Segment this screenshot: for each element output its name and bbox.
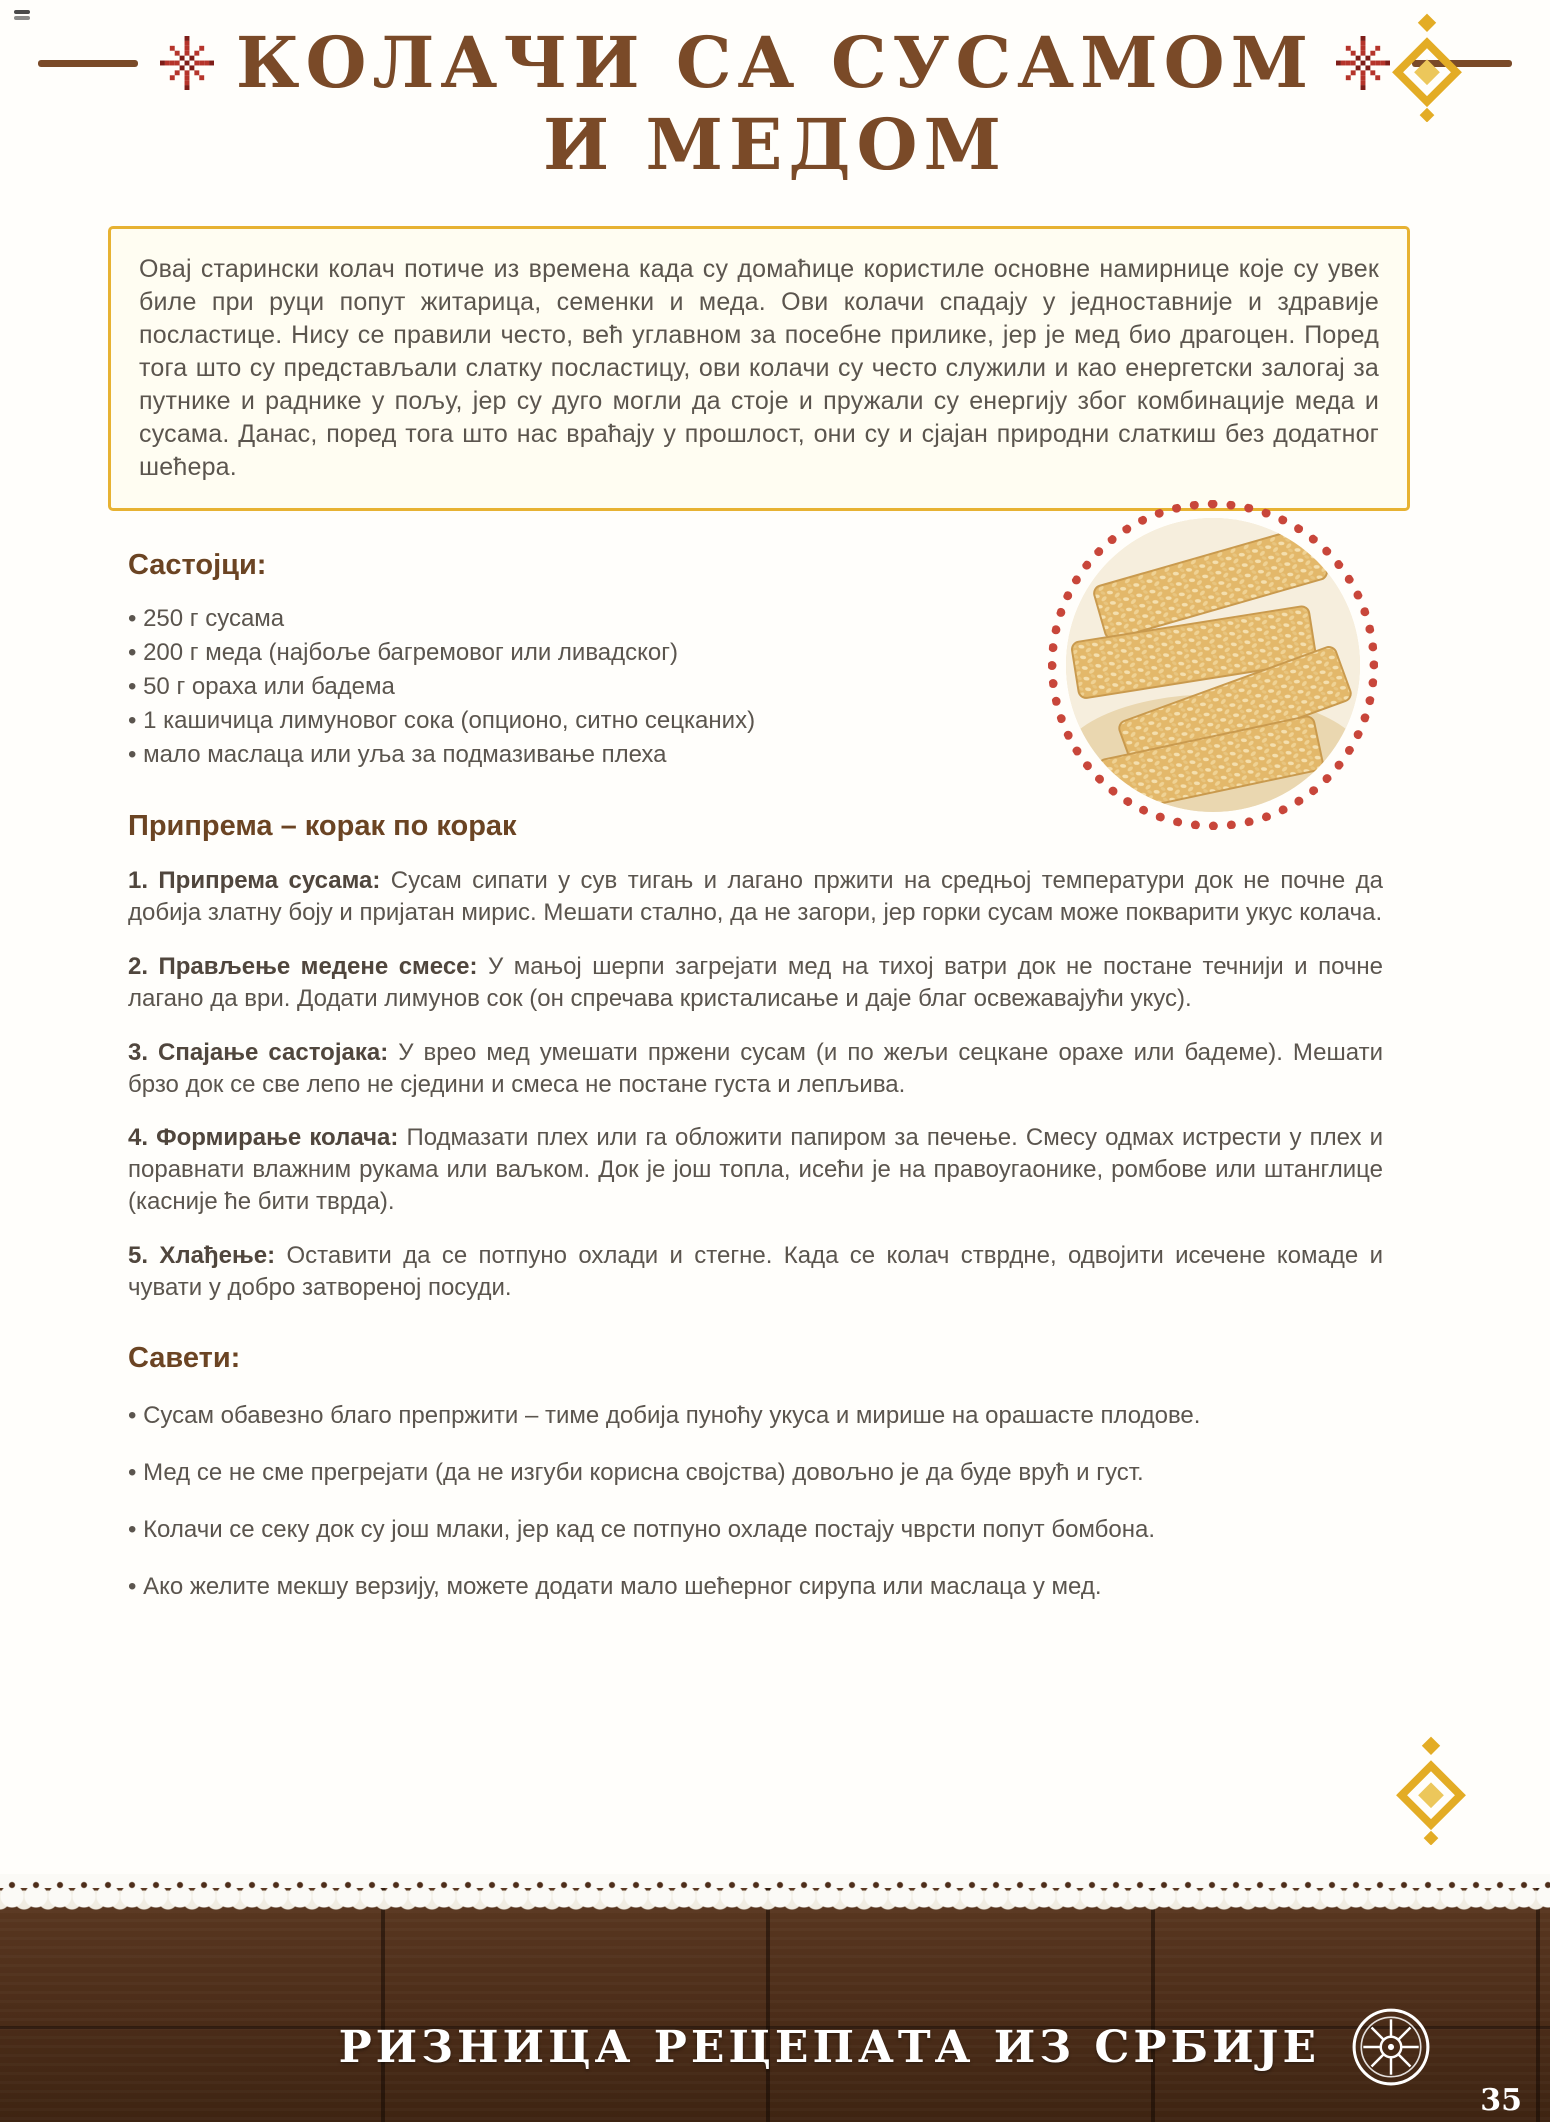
step-text: Подмазати плех или га обложити папиром за печење. Смесу одмах истрести у плех и поравнати влажним рукама или ваљком. Док је још топла, исећи је на правоугаонике, ромбове или штанглице (касније ће бити тврда). [128, 1124, 1383, 1216]
ingredient-item: • мало маслаца или уља за подмазивање плеха [128, 738, 988, 772]
step-text: У мањој шерпи загрејати мед на тихој ватри док не постане течнији и почне лагано да ври. Додати лимунов сок (он спречава кристалисање и даје благ освежавајући укус). [128, 952, 1383, 1012]
preparation-step [128, 865, 1383, 929]
gold-diamond-ornament-bottom-icon [1392, 1735, 1470, 1845]
lace-border [0, 1874, 1550, 1920]
tip-item: • Сусам обавезно благо препржити – тиме добија пуноћу укуса и мирише на орашасте плодове. [128, 1400, 1383, 1432]
red-cross-stitch-ornament-left-icon [160, 36, 214, 90]
ingredients-list [128, 602, 988, 772]
step-label: 1. Припрема сусама: [128, 867, 381, 894]
ingredient-item: • 1 кашичица лимуновог сока (опционо, ситно сецканих) [128, 704, 988, 738]
page-footer [0, 1874, 1550, 2122]
ingredient-item: • 50 г ораха или бадема [128, 670, 988, 704]
tip-item: • Ако желите мекшу верзију, можете додати мало шећерног сирупа или маслаца у мед. [128, 1571, 1383, 1603]
title-rule-left [38, 60, 138, 67]
footer-brand-text: РИЗНИЦА РЕЦЕПАТА ИЗ СРБИЈЕ [338, 2021, 1320, 2073]
lace-rosette-icon [1350, 2006, 1432, 2088]
photo-dotted-ring [1048, 500, 1378, 830]
step-label: 4. Формирање колача: [128, 1124, 399, 1152]
page-title-line1: КОЛАЧИ СА СУСАМОМ [235, 21, 1315, 104]
step-label: 3. Спајање састојака: [128, 1038, 389, 1066]
preparation-step [128, 1122, 1383, 1218]
tip-item: • Колачи се секу док су још млаки, јер кад се потпуно охладе постају чврсти попут бомбона. [128, 1514, 1383, 1546]
page-number: 35 [1480, 2083, 1522, 2118]
ingredient-item: • 200 г меда (најбоље багремовог или ливадског) [128, 636, 988, 670]
corner-mark [14, 10, 30, 14]
preparation-step [128, 951, 1383, 1015]
step-text: Сусам сипати у сув тигањ и лагано пржити на средњој температури док не почне да добија златну боју и пријатан мирис. Мешати стално, да не загори, јер горки сусам може покварити укус колача. [128, 867, 1384, 926]
step-text: У врео мед умешати пржени сусам (и по жељи сецкане орахе или бадеме). Мешати брзо док се све лепо не сједини и смеса не постане густа и лепљива. [128, 1038, 1383, 1098]
tips-heading: Савети: [128, 1341, 241, 1374]
page-title-line2: И МЕДОМ [542, 103, 1008, 186]
preparation-step [128, 1037, 1383, 1101]
ingredients-heading: Састојци: [128, 549, 267, 581]
tips-list [128, 1400, 1383, 1603]
tip-item: • Мед се не сме прегрејати (да не изгуби корисна својства) довољно је да буде врућ и густ. [128, 1457, 1383, 1489]
recipe-photo [1066, 518, 1360, 812]
sesame-bars-illustration [1066, 518, 1360, 812]
step-label: 5. Хлађење: [128, 1242, 276, 1270]
page-header [0, 0, 1550, 186]
ingredient-item: • 250 г сусама [128, 602, 988, 636]
intro-box [108, 226, 1410, 511]
preparation-heading: Припрема – корак по корак [128, 810, 517, 842]
preparation-step [128, 1240, 1383, 1304]
footer-brand-row [339, 2006, 1432, 2088]
step-text: Оставити да се потпуно охлади и стегне. Када се колач стврдне, одвојити исечене комаде и чувати у добро затвореној посуди. [128, 1242, 1383, 1302]
step-label: 2. Прављење медене смесе: [128, 952, 478, 980]
red-cross-stitch-ornament-right-icon [1336, 36, 1390, 90]
intro-text: Овај старински колач потиче из времена када су домаћице користиле основне намирнице које су увек биле при руци попут житарица, семенки и меда. Ови колачи спадају у једноставније и здравије посластице. Нису се правили често, већ углавном за посебне прилике, јер је мед био драгоцен. Поред тога што су представљали слатку посластицу, ови колачи су често служили и као енергетски залогај за путнике и раднике у пољу, јер су дуго могли да стоје и пружали су енергију због комбинације меда и сусама. Данас, поред тога што нас враћају у прошлост, они су и сјајан природни слаткиш без додатног шећера. [139, 255, 1379, 481]
gold-diamond-ornament-top-icon [1388, 12, 1466, 122]
